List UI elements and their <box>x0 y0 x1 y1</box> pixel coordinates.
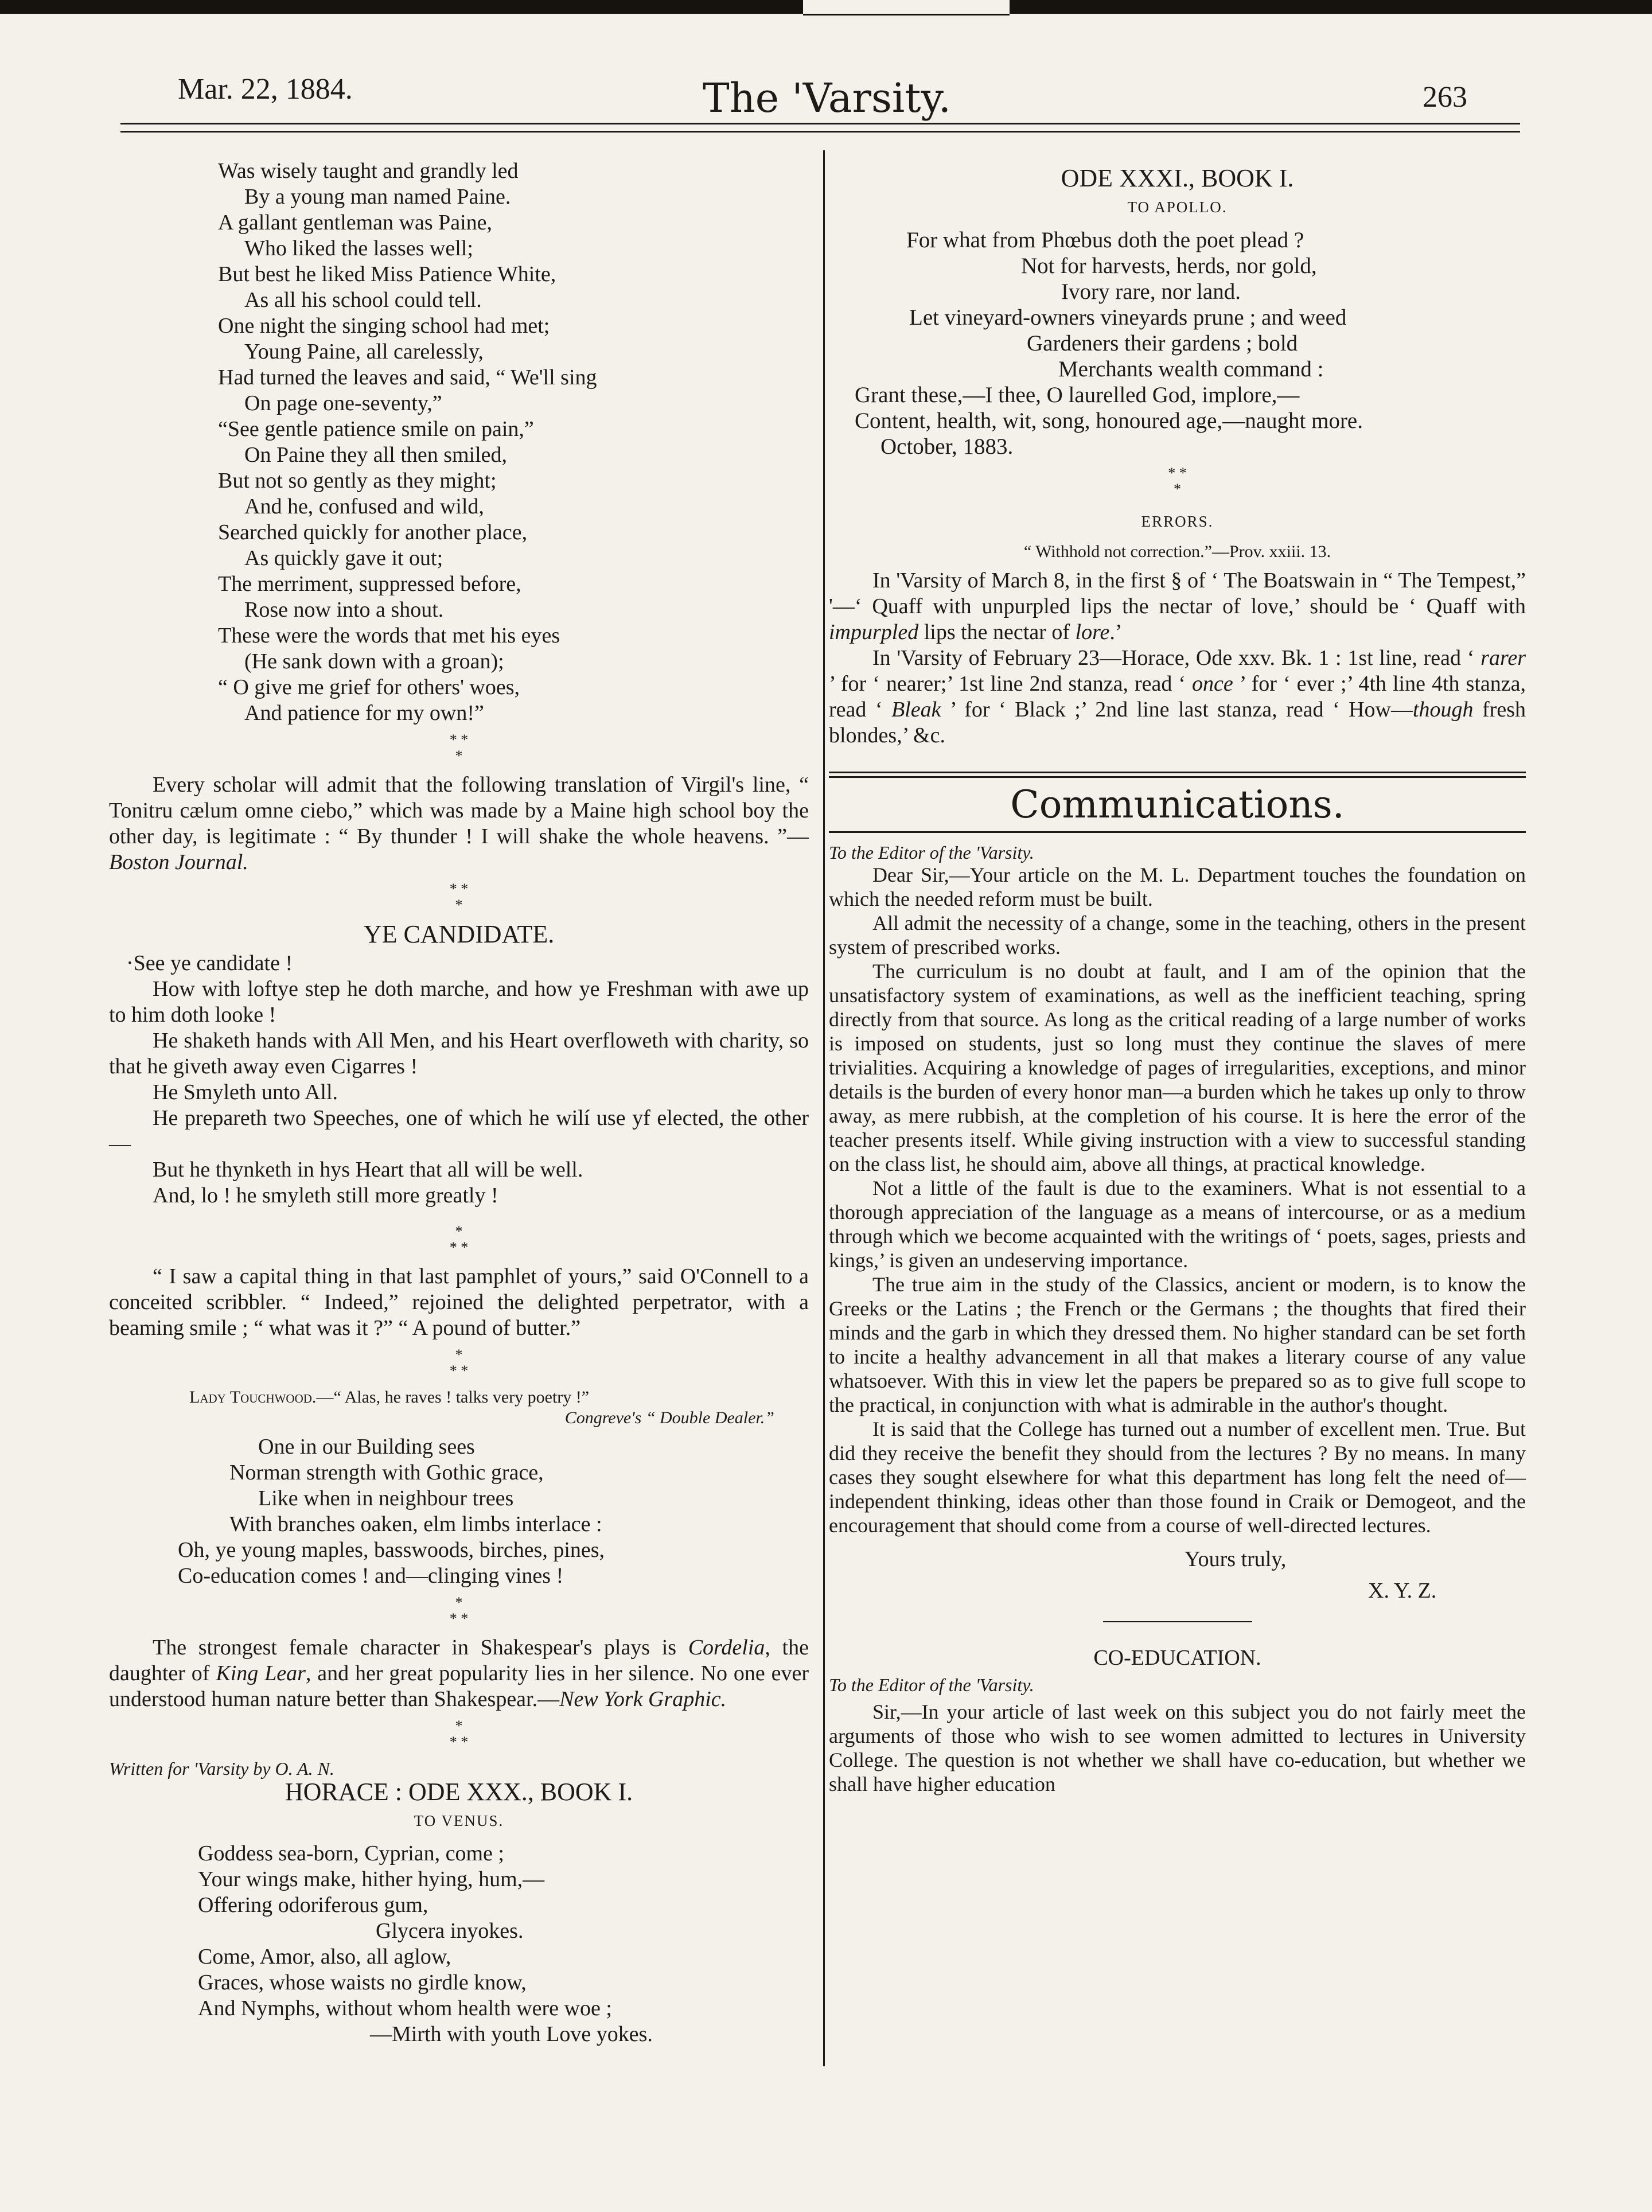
verse-line: One in our Building sees <box>258 1435 475 1459</box>
verse-line: As quickly gave it out; <box>244 546 443 570</box>
verse-line: Like when in neighbour trees <box>258 1486 514 1510</box>
verse-line: Young Paine, all carelessly, <box>244 340 484 364</box>
page-number: 263 <box>1423 81 1467 114</box>
letter-signature: X. Y. Z. <box>1368 1579 1437 1603</box>
verse-line: Let vineyard-owners vineyards prune ; and weed <box>909 305 1347 330</box>
horace-ode-subtitle: TO VENUS. <box>414 1812 504 1829</box>
stanza <box>218 313 809 416</box>
verse-line: For what from Phœbus doth the poet plead ? <box>906 228 1304 252</box>
candidate-line: But he thynketh in hys Heart that all will be well. <box>153 1158 583 1182</box>
candidate-line: ·See ye candidate ! <box>126 951 293 975</box>
poem-singing-school <box>109 158 809 726</box>
asterism: * * * <box>449 1346 469 1379</box>
ode-xxxi-title: ODE XXXI., BOOK I. <box>1061 164 1294 192</box>
asterism: * * * <box>449 1223 469 1256</box>
verse-line: Had turned the leaves and said, “ We'll sing <box>218 365 597 390</box>
verse-line: Grant these,—I thee, O laurelled God, implore,— <box>855 383 1300 407</box>
asterism: * * * <box>1168 465 1187 497</box>
letter-paragraph: The true aim in the study of the Classics, ancient or modern, is to know the Greeks or the Latins ; the French or the Germans ; the thoughts that fired their minds and the garb in which they dressed them. No higher standard can be set forth to incite a healthy advancement in all that makes a literary course of any value whatsoever. With this in view let the papers be prepared so as to give full scope to the practical, in conjunction with what is admirable in the author's thought. <box>829 1273 1526 1416</box>
coeducation-salutation-line: To the Editor of the 'Varsity. <box>829 1674 1034 1695</box>
letter-salutation-line: To the Editor of the 'Varsity. <box>829 842 1034 863</box>
verse-line: Merchants wealth command : <box>1058 357 1324 381</box>
masthead-fragment <box>803 0 1010 15</box>
letter-paragraph: Dear Sir,—Your article on the M. L. Department touches the foundation on which the needed reform must be built. <box>829 863 1526 910</box>
verse-line: A gallant gentleman was Paine, <box>218 211 493 235</box>
publication-title: The 'Varsity. <box>703 75 951 122</box>
communications-heading: Communications. <box>1010 782 1345 827</box>
asterism: * * * <box>449 1594 469 1627</box>
verse-line: Who liked the lasses well; <box>244 236 473 260</box>
stanza <box>218 623 809 726</box>
candidate-line: He shaketh hands with All Men, and his Heart overfloweth with charity, so that he giveth away even Cigarres ! <box>109 1029 809 1078</box>
ode-xxxi-subtitle: TO APOLLO. <box>1127 198 1228 216</box>
verse-line: Was wisely taught and grandly led <box>218 159 519 183</box>
header-rule-bottom <box>120 131 1520 133</box>
letter-paragraph: Not a little of the fault is due to the examiners. What is not essential to a thorough appreciation of the language as a means of intercourse, or as a medium through which we become acquainted with the writings of ‘ poets, sages, priests and kings,’ is given an undeserving importance. <box>829 1177 1526 1272</box>
horace-byline: Written for 'Varsity by O. A. N. <box>109 1758 334 1779</box>
letter-paragraph: The curriculum is no doubt at fault, and I am of the opinion that the unsatisfactory system of examinations, as well as the inefficient teaching, spring directly from that source. As long as the critical reading of a large number of works is imposed on students, just so long must they continue the slaves of mere trivialities. Acquiring a knowledge of pages of irregularities, exceptions, and minor details is the burden of every honor man—a burden which he takes up only to throw away, as mere rubbish, at the completion of his course. It is here the error of the teacher presents itself. While giving instruction with a view to successful standing on the class list, he should aim, above all things, at practical knowledge. <box>829 960 1526 1175</box>
verse-line: Come, Amor, also, all aglow, <box>198 1945 451 1969</box>
verse-line: (He sank down with a groan); <box>244 649 504 673</box>
asterism: * * * <box>449 881 469 913</box>
section-rule <box>829 831 1526 833</box>
verse-line: And Nymphs, without whom health were woe ; <box>198 1996 612 2020</box>
verse-line: And he, confused and wild, <box>244 494 484 519</box>
stanza <box>218 158 809 210</box>
errors-paragraph-2: In 'Varsity of February 23—Horace, Ode xxv. Bk. 1 : 1st line, read ‘ rarer ’ for ‘ nearer;’ 1st line 2nd stanza, read ‘ once ’ for ‘ ever ;’ 4th line 4th stanza, read ‘ Bleak ’ for ‘ Black ;’ 2nd line last stanza, read ‘ How—though fresh blondes,’ &c. <box>829 646 1526 747</box>
header-rule-top <box>120 123 1520 124</box>
candidate-line: He prepareth two Speeches, one of which he wilí use yf elected, the other— <box>109 1106 809 1156</box>
verse-line: “See gentle patience smile on pain,” <box>218 417 534 441</box>
verse-line: Content, health, wit, song, honoured age,—naught more. <box>855 408 1363 433</box>
verse-line: Norman strength with Gothic grace, <box>229 1461 544 1485</box>
candidate-line: And, lo ! he smyleth still more greatly ! <box>153 1183 498 1208</box>
letter-closing: Yours truly, <box>1185 1547 1287 1571</box>
verse-line: Co-education comes ! and—clinging vines ! <box>178 1564 564 1588</box>
verse-line: Goddess sea-born, Cyprian, come ; <box>198 1841 504 1866</box>
right-column <box>829 158 1526 1796</box>
verse-line: Your wings make, hither hying, hum,— <box>198 1867 545 1891</box>
asterism: * * * <box>449 731 469 764</box>
top-edge-band <box>0 0 1652 14</box>
candidate-line: How with loftye step he doth marche, and how ye Freshman with awe up to him doth looke ! <box>109 977 809 1027</box>
shakespear-paragraph: The strongest female character in Shakespear's plays is Cordelia, the daughter of King Lear, and her great popularity lies in her silence. No one ever understood human nature better than Shakespear.—New York Graphic. <box>109 1635 809 1711</box>
verse-line: But best he liked Miss Patience White, <box>218 262 556 286</box>
verse-line: Rose now into a shout. <box>244 598 444 622</box>
left-column <box>109 158 809 2047</box>
section-double-rule <box>829 772 1526 778</box>
ode-xxxi-verse <box>829 227 1526 459</box>
letter-paragraph: It is said that the College has turned out a number of excellent men. True. But did they receive the benefit they should from the lectures ? By no means. In many cases they sought elsewhere for what this department has long felt the need of—independent thinking, ideas other than those found in Craik or Demogeot, and the encouragement that should come from a course of well-directed lectures. <box>829 1417 1526 1537</box>
stanza <box>218 416 809 520</box>
verse-line: Offering odoriferous gum, <box>198 1893 428 1917</box>
touchwood-epigraph: Lady Touchwood.—“ Alas, he raves ! talks very poetry !” <box>189 1388 590 1407</box>
letter-paragraph: All admit the necessity of a change, some in the teaching, others in the present system of prescribed works. <box>829 912 1526 959</box>
running-header <box>0 62 1652 122</box>
verse-line: And patience for my own!” <box>244 701 484 725</box>
verse-line: These were the words that met his eyes <box>218 624 560 648</box>
errors-paragraph-1: In 'Varsity of March 8, in the first § of ‘ The Boatswain in “ The Tempest,” '—‘ Quaff with unpurpled lips the nectar of love,’ should be ‘ Quaff with impurpled lips the nectar of lore.’ <box>829 568 1526 644</box>
poem-date: October, 1883. <box>880 434 1014 459</box>
oconnell-anecdote: “ I saw a capital thing in that last pamphlet of yours,” said O'Connell to a conceited scribbler. “ Indeed,” rejoined the delighted perpetrator, with a beaming smile ; “ what was it ?” “ A pound of butter.” <box>109 1264 809 1340</box>
verse-line: —Mirth with youth Love yokes. <box>370 2022 653 2046</box>
verse-line: On Paine they all then smiled, <box>244 443 508 467</box>
stanza <box>218 210 809 313</box>
verse-line: As all his school could tell. <box>244 288 482 312</box>
errors-title: ERRORS. <box>1141 513 1214 530</box>
letter-body <box>829 863 1526 1537</box>
building-poem <box>109 1434 809 1589</box>
column-divider <box>823 150 825 2066</box>
horace-ode-verse <box>109 1841 809 2047</box>
stanza <box>218 520 809 623</box>
virgil-paragraph: Every scholar will admit that the following translation of Virgil's line, “ Tonitru cælum omne ciebo,” which was made by a Maine high school boy the other day, is legitimate : “ By thunder ! I will shake the whole heavens. ”—Boston Journal. <box>109 773 809 874</box>
verse-line: Gardeners their gardens ; bold <box>1027 331 1298 356</box>
errors-epigraph: “ Withhold not correction.”—Prov. xxiii. 13. <box>1023 542 1331 561</box>
horace-ode-title: HORACE : ODE XXX., BOOK I. <box>285 1778 633 1806</box>
verse-line: Searched quickly for another place, <box>218 520 528 544</box>
touchwood-source: Congreve's “ Double Dealer.” <box>564 1408 774 1427</box>
verse-line: Graces, whose waists no girdle know, <box>198 1970 527 1995</box>
coeducation-title: CO-EDUCATION. <box>1093 1646 1261 1670</box>
verse-line: Not for harvests, herds, nor gold, <box>1021 254 1317 278</box>
verse-line: By a young man named Paine. <box>244 185 511 209</box>
asterism: * * * <box>449 1718 469 1750</box>
verse-line: Oh, ye young maples, basswoods, birches, pines, <box>178 1538 605 1562</box>
coeducation-paragraph: Sir,—In your article of last week on this subject you do not fairly meet the arguments of those who wish to see women admitted to lectures in University College. The question is not whether we shall have co-education, but whether we shall have higher education <box>829 1700 1526 1796</box>
verse-line: One night the singing school had met; <box>218 314 550 338</box>
letter-divider <box>1103 1621 1252 1622</box>
verse-line: Ivory rare, nor land. <box>1061 279 1241 304</box>
verse-line: But not so gently as they might; <box>218 469 497 493</box>
verse-line: On page one-seventy,” <box>244 391 442 415</box>
verse-line: “ O give me grief for others' woes, <box>218 675 520 699</box>
candidate-line: He Smyleth unto All. <box>153 1080 338 1104</box>
issue-date: Mar. 22, 1884. <box>178 73 353 106</box>
verse-line: The merriment, suppressed before, <box>218 572 521 596</box>
verse-line: With branches oaken, elm limbs interlace : <box>229 1512 602 1536</box>
verse-line: Glycera inyokes. <box>376 1919 524 1943</box>
ye-candidate-title: YE CANDIDATE. <box>363 920 555 948</box>
